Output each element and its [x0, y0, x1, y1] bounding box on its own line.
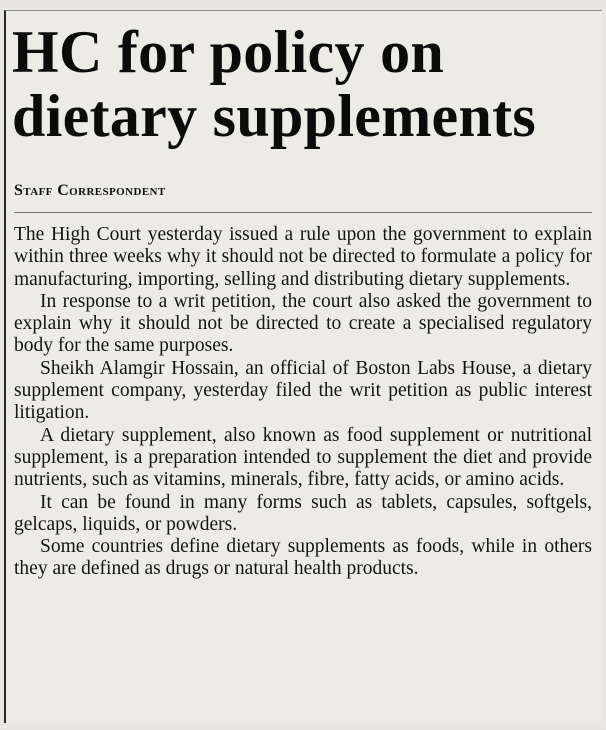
- byline-divider: [14, 212, 592, 213]
- article-headline: HC for policy on dietary supplements: [12, 19, 537, 149]
- article-paragraph: The High Court yesterday issued a rule upon the government to explain within three weeks why it should not be directed to formulate a policy for manufacturing, importing, selling and distributing dietary supplements.: [14, 224, 592, 290]
- article-paragraph: Some countries define dietary supplements as foods, while in others they are defined as drugs or natural health products.: [14, 536, 592, 580]
- article-paragraph: A dietary supplement, also known as food supplement or nutritional supplement, is a preparation intended to supplement the diet and provide nutrients, such as vitamins, minerals, fibre, fatty acids, or amino acids.: [14, 424, 592, 491]
- article-byline: Staff Correspondent: [14, 182, 166, 199]
- article-body: [14, 224, 592, 581]
- article-paragraph: In response to a writ petition, the court also asked the government to explain why it should not be directed to create a specialised regulatory body for the same purposes.: [14, 290, 592, 357]
- article-paragraph: It can be found in many forms such as tablets, capsules, softgels, gelcaps, liquids, or powders.: [14, 491, 592, 535]
- article-paragraph: Sheikh Alamgir Hossain, an official of Boston Labs House, a dietary supplement company, yesterday filed the writ petition as public interest litigation.: [14, 357, 592, 424]
